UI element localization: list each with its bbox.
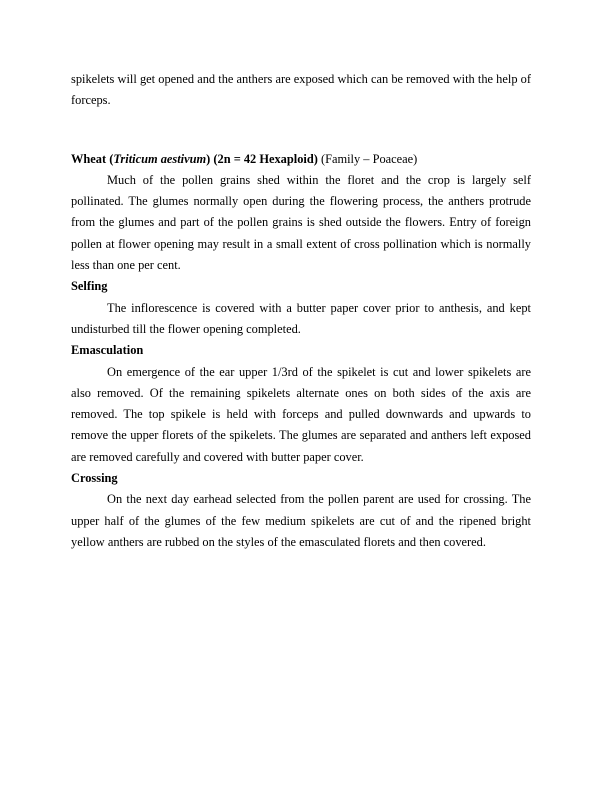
- section-title: [71, 149, 531, 170]
- emasculation-heading: Emasculation: [71, 343, 144, 358]
- section-title-ploidy: ) (2n = 42 Hexaploid): [206, 151, 318, 166]
- document-body: [71, 69, 531, 553]
- section-paragraph: Much of the pollen grains shed within the floret and the crop is largely self pollinated. The glumes normally open during the flowering process, the anthers protrude from the glumes and part of the pollen grains is shed outside the flowers. Entry of foreign pollen at flower opening may result in a small extent of cross pollination which is normally less than one per cent.: [71, 172, 531, 273]
- selfing-heading: Selfing: [71, 279, 108, 294]
- section-spacer: [71, 112, 531, 149]
- crossing-heading: Crossing: [71, 471, 118, 486]
- crossing-paragraph: On the next day earhead selected from the pollen parent are used for crossing. The upper half of the glumes of the few medium spikelets are cut of and the ripened bright yellow anthers are rubbed on the styles of the emasculated florets and then covered.: [71, 492, 531, 549]
- section-title-scientific-name: Triticum aestivum: [113, 151, 207, 166]
- selfing-paragraph: The inflorescence is covered with a butter paper cover prior to anthesis, and kept undisturbed till the flower opening completed.: [71, 300, 531, 336]
- intro-paragraph: spikelets will get opened and the anthers are exposed which can be removed with the help of forceps.: [71, 72, 531, 108]
- emasculation-paragraph: On emergence of the ear upper 1/3rd of the spikelet is cut and lower spikelets are also removed. Of the remaining spikelets alternate ones on both sides of the axis are removed. The top spikele is held with forceps and pulled downwards and upwards to remove the upper florets of the spikelets. The glumes are separated and anthers left exposed are removed carefully and covered with butter paper cover.: [71, 364, 531, 464]
- section-title-family: (Family – Poaceae): [317, 151, 418, 166]
- section-title-crop: Wheat (: [71, 151, 114, 166]
